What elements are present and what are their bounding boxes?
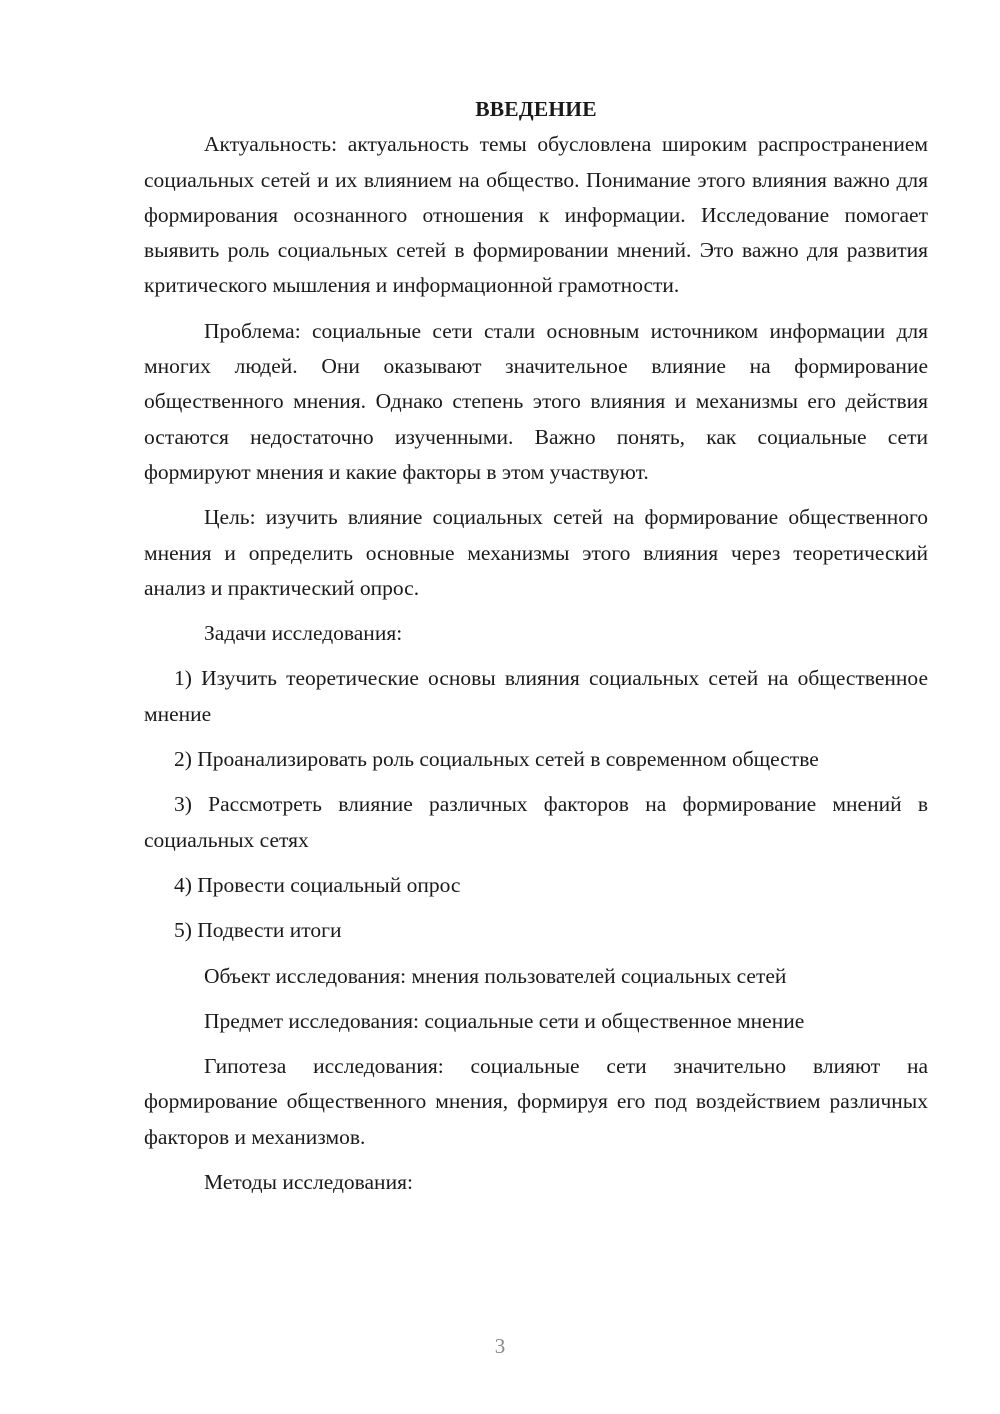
hypothesis-paragraph: Гипотеза исследования: социальные сети значительно влияют на формирование общественного мнения, формируя его под воздействием различных факторов и механизмов. <box>144 1054 928 1149</box>
relevance-paragraph: Актуальность: актуальность темы обусловлена широким распространением социальных сетей и их влиянием на общество. Понимание этого влияния важно для формирования осознанного отношения к информации. Исследование помогает выявить роль социальных сетей в формировании мнений. Это важно для развития критического мышления и информационной грамотности. <box>144 132 928 298</box>
section-heading: ВВЕДЕНИЕ <box>475 97 597 121</box>
task-list-item: 3) Рассмотреть влияние различных факторов на формирование мнений в социальных сетях <box>144 792 928 852</box>
goal-paragraph: Цель: изучить влияние социальных сетей на формирование общественного мнения и определить основные механизмы этого влияния через теоретический анализ и практический опрос. <box>144 505 928 600</box>
methods-paragraph: Методы исследования: <box>204 1170 413 1195</box>
task-list-item: 1) Изучить теоретические основы влияния социальных сетей на общественное мнение <box>144 666 928 726</box>
tasks-heading: Задачи исследования: <box>204 621 403 646</box>
problem-paragraph: Проблема: социальные сети стали основным источником информации для многих людей. Они оказывают значительное влияние на формирование общественного мнения. Однако степень этого влияния и механизмы его действия остаются недостаточно изученными. Важно понять, как социальные сети формируют мнения и какие факторы в этом участвуют. <box>144 318 928 484</box>
task-list-item: 4) Провести социальный опрос <box>174 872 461 897</box>
subject-paragraph: Предмет исследования: социальные сети и общественное мнение <box>204 1008 805 1033</box>
object-paragraph: Объект исследования: мнения пользователей социальных сетей <box>204 963 787 988</box>
task-list-item: 2) Проанализировать роль социальных сетей в современном обществе <box>174 747 819 772</box>
page-number: 3 <box>494 1334 506 1358</box>
document-page <box>144 92 928 1210</box>
task-list-item: 5) Подвести итоги <box>174 918 342 943</box>
